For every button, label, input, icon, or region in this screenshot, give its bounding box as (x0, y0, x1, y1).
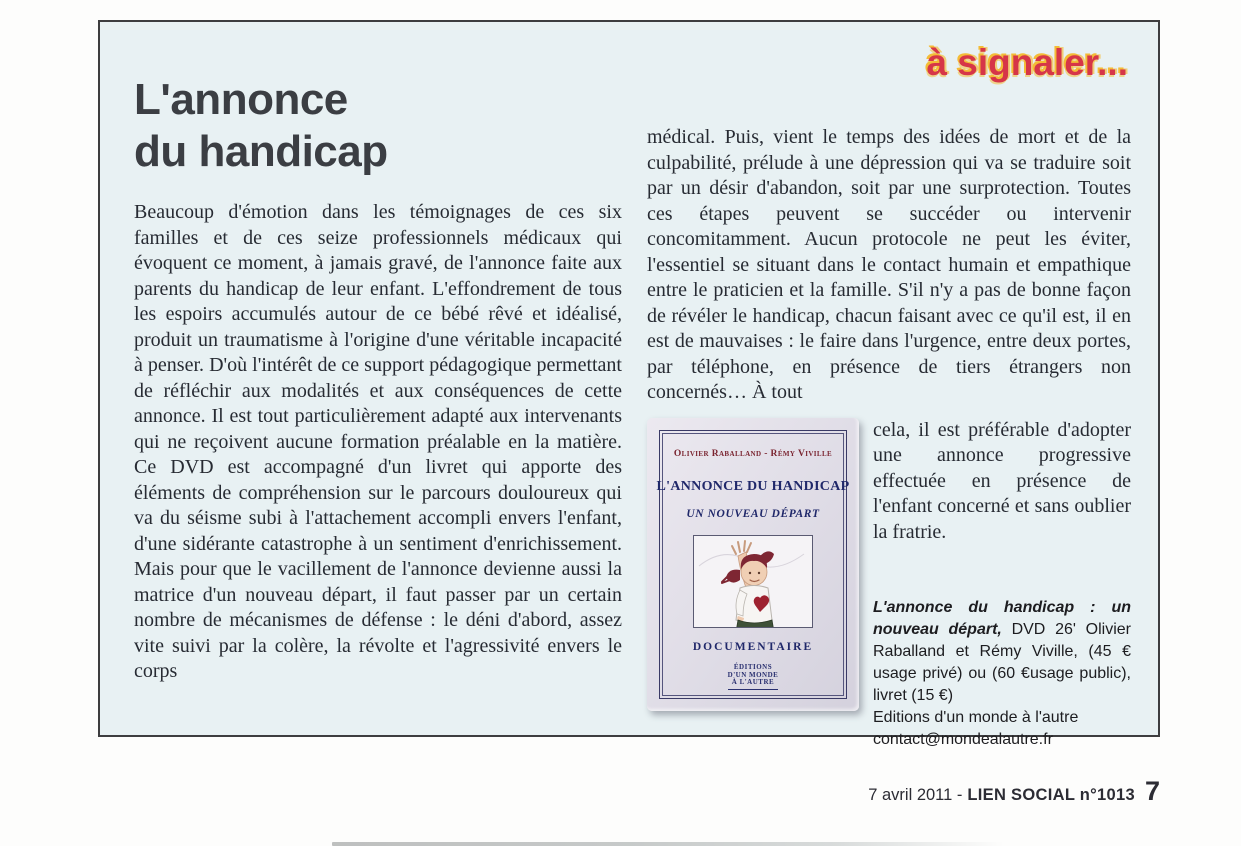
girl-drawing (694, 536, 812, 628)
publisher-logo-line1: ÉDITIONS (733, 663, 773, 671)
dvd-cover-title: L'ANNONCE DU HANDICAP (656, 479, 850, 494)
article-title-line2: du handicap (134, 127, 388, 176)
dvd-caption (873, 597, 1131, 751)
publisher-logo-line3: À L'AUTRE (731, 678, 775, 686)
article-column-right (647, 125, 1131, 751)
caption-publisher: Editions d'un monde à l'autre (873, 709, 1079, 726)
publisher-logo (728, 664, 779, 690)
dvd-cover (647, 418, 859, 711)
footer-date: 7 avril 2011 - (868, 786, 963, 804)
scan-artifact (332, 842, 1004, 846)
dvd-cover-subtitle: UN NOUVEAU DÉPART (686, 507, 820, 520)
article-right-wrap-text: cela, il est préférable d'adopter une annonce progressive effectuée en présence de l'enfant concerné et sans oublier la fratrie. (873, 418, 1131, 543)
page-footer (868, 776, 1160, 807)
dvd-cover-genre: DOCUMENTAIRE (692, 640, 814, 653)
footer-journal-name: LIEN SOCIAL n°1013 (967, 786, 1135, 804)
article-left-paragraph: Beaucoup d'émotion dans les témoignages de ces six familles et de ces seize professionnels médicaux qui évoquent ce moment, à jamais gravé, de l'annonce faite aux parents du handicap de leur enfant. L'effondrement de tous les espoirs accumulés autour de ce bébé rêvé et idéalisé, produit un traumatisme à l'origine d'une véritable incapacité à penser. D'où l'intérêt de ce support pédagogique permettant de réfléchir aux modalités et aux conséquences de cette annonce. Il est tout particulièrement adapté aux intervenants qui ne reçoivent aucune formation préalable en la matière. Ce DVD est accompagné d'un livret qui apporte des éléments de compréhension sur le parcours douloureux qui va du séisme subi à l'attachement accompli envers l'enfant, d'une sidérante catastrophe à un sentiment d'enrichissement. Mais pour que le vacillement de l'annonce devienne aussi la matrice d'un nouveau départ, il faut passer par un certain nombre de mécanismes de défense : le déni d'abord, assez vite suivi par la colère, la révolte et l'agressivité envers le corps (134, 201, 622, 682)
article-panel (98, 20, 1160, 748)
section-label: à signaler... (926, 42, 1128, 83)
dvd-cover-authors: Olivier Raballand - Rémy Viville (673, 448, 833, 459)
media-row (647, 418, 1131, 752)
article-right-paragraph: médical. Puis, vient le temps des idées de mort et de la culpabilité, prélude à une dépression qui va se traduire soit par un désir d'abandon, soit par une surprotection. Toutes ces étapes peuvent se succéder ou intervenir concomitamment. Aucun protocole ne peut les éviter, l'essentiel se situant dans le contact humain et empathique entre le praticien et la famille. S'il n'y a pas de bonne façon de révéler le handicap, chacun faisant avec ce qu'il est, il en est de mauvaises : le faire dans l'urgence, entre deux portes, par téléphone, en présence de tiers étrangers non concernés… À tout (647, 126, 1131, 403)
caption-details: DVD 26' Olivier Raballand et Rémy Viville, (45 € usage privé) ou (60 €usage public), livret (15 €) (873, 621, 1131, 704)
footer-page-number: 7 (1144, 776, 1160, 806)
article-title-line1: L'annonce (134, 75, 348, 124)
publisher-logo-line2: D'UN MONDE (727, 670, 779, 679)
article-column-left (134, 200, 622, 685)
caption-main (873, 597, 1131, 707)
caption-email: contact@mondealautre.fr (873, 731, 1053, 748)
dvd-cover-illustration (693, 535, 813, 628)
dvd-cover-inner-frame (656, 433, 850, 696)
dvd-cover-outer-frame (656, 430, 850, 699)
right-wrap-column (873, 418, 1131, 752)
article-title (134, 74, 388, 178)
caption-title: L'annonce du handicap : un nouveau départ, (873, 599, 1131, 638)
